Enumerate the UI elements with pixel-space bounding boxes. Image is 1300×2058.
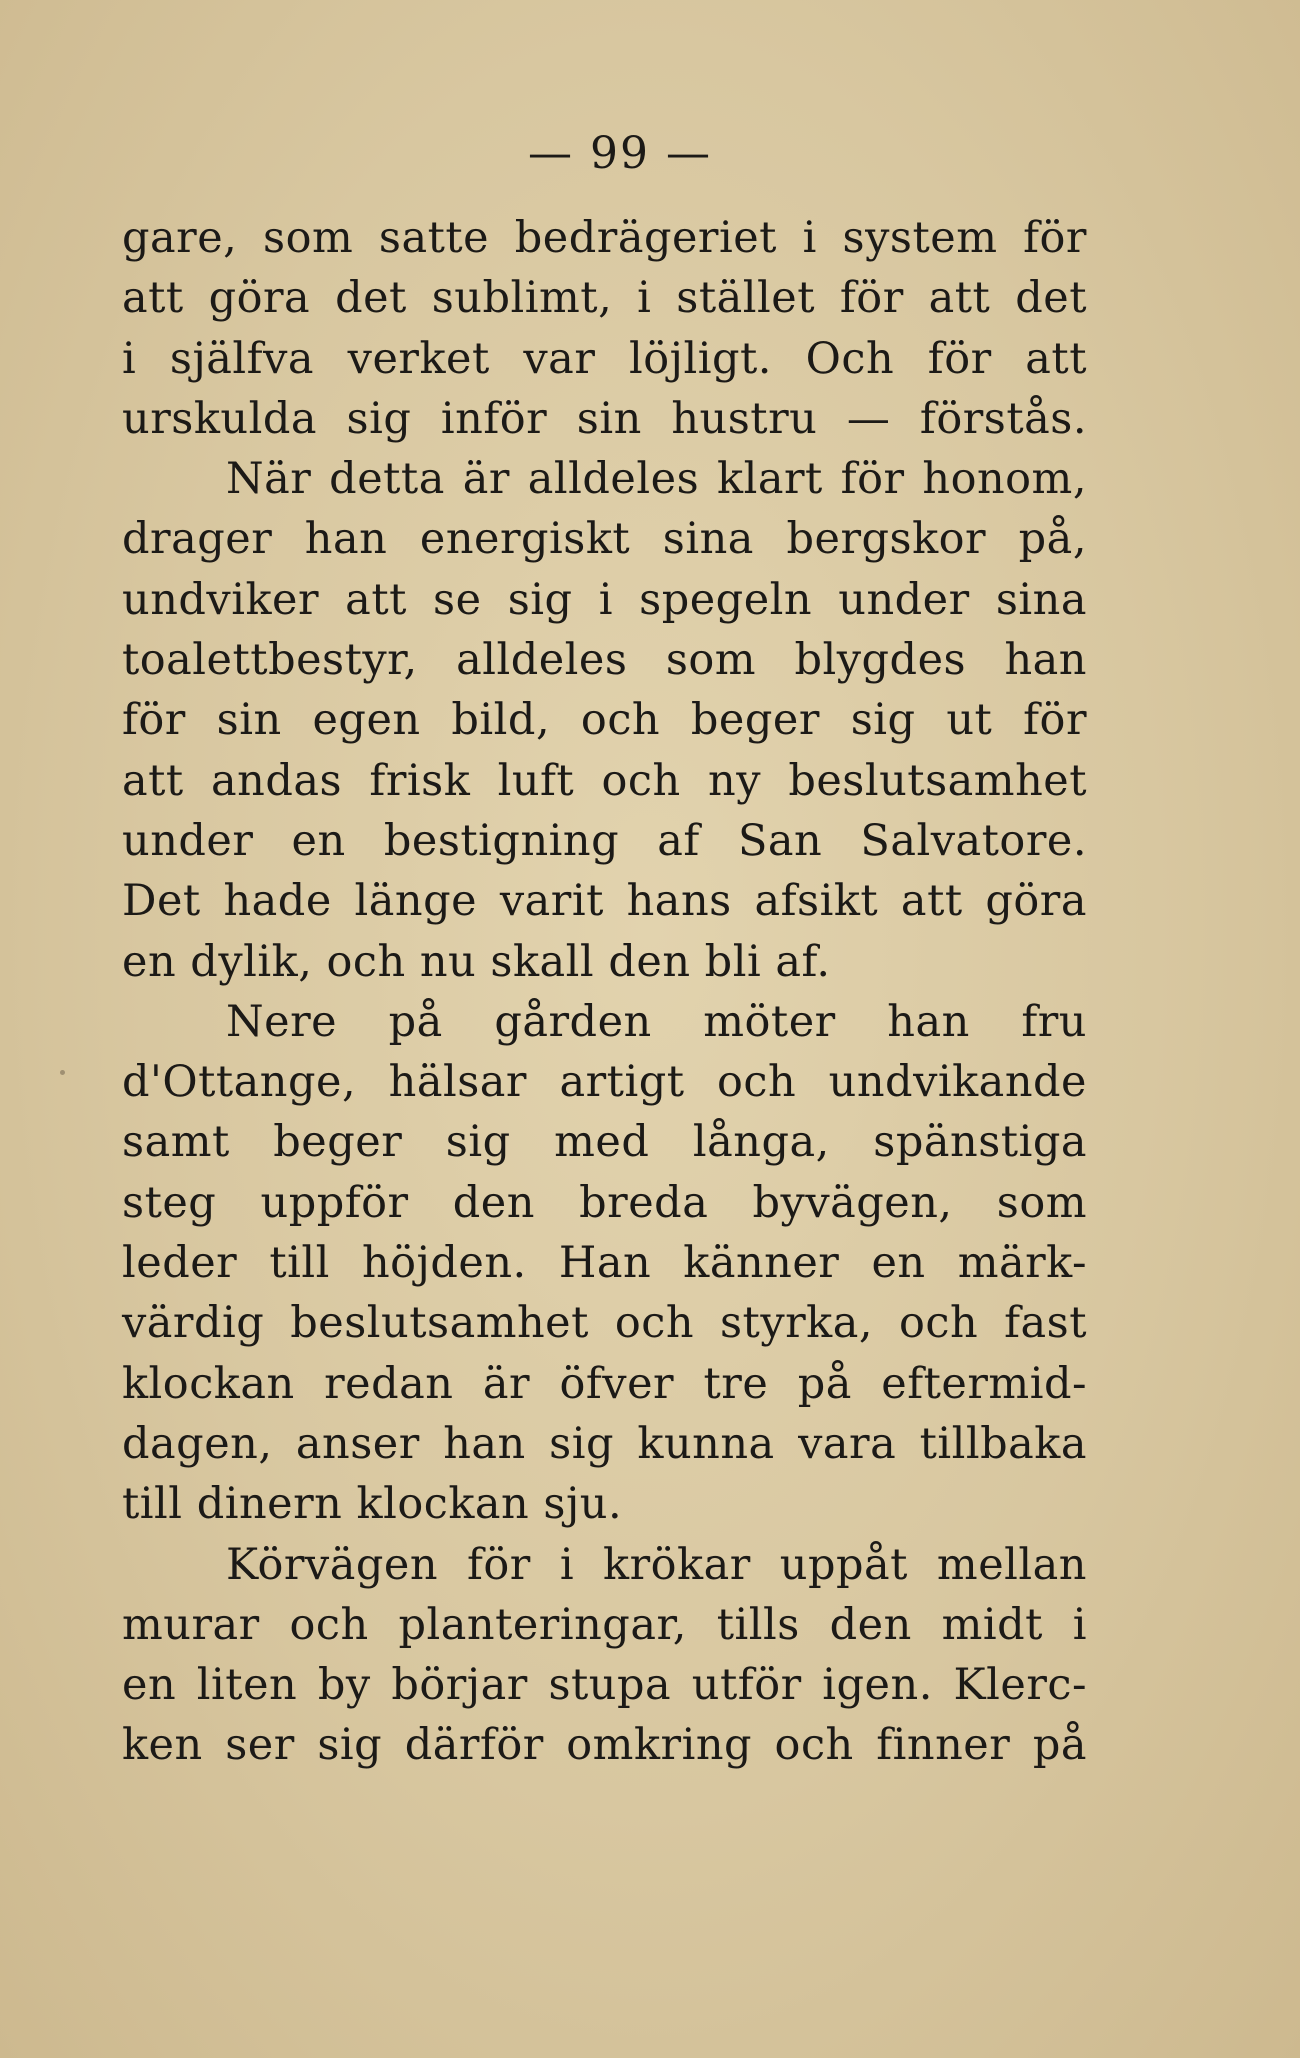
text-line: att andas frisk luft och ny beslutsamhet	[122, 755, 1087, 806]
text-line: När detta är alldeles klart för honom,	[226, 454, 1087, 505]
text-line: dagen, anser han sig kunna vara tillbaka	[122, 1418, 1087, 1469]
text-line: under en bestigning af San Salvatore.	[122, 815, 1087, 866]
text-line: värdig beslutsamhet och styrka, och fast	[122, 1298, 1087, 1349]
text-line: murar och planteringar, tills den midt i	[122, 1599, 1087, 1650]
text-line: Nere på gården möter han fru	[226, 996, 1087, 1047]
text-line: Körvägen för i krökar uppåt mellan	[226, 1539, 1087, 1590]
text-line: Det hade länge varit hans afsikt att göra	[122, 876, 1087, 927]
text-line: klockan redan är öfver tre på eftermid-	[122, 1358, 1087, 1409]
text-line: en dylik, och nu skall den bli af.	[122, 936, 831, 987]
text-line: steg uppför den breda byvägen, som	[122, 1177, 1087, 1228]
text-line: d'Ottange, hälsar artigt och undvikande	[122, 1057, 1087, 1108]
text-line: undviker att se sig i spegeln under sina	[122, 574, 1087, 625]
margin-speck	[60, 1070, 65, 1075]
text-line: i själfva verket var löjligt. Och för att	[122, 333, 1087, 384]
text-line: ken ser sig därför omkring och finner på	[122, 1720, 1087, 1771]
text-line: till dinern klockan sju.	[122, 1479, 623, 1530]
text-line: drager han energiskt sina bergskor på,	[122, 514, 1087, 565]
text-line: leder till höjden. Han känner en märk-	[122, 1238, 1087, 1289]
text-line: att göra det sublimt, i stället för att det	[122, 273, 1087, 324]
text-line: gare, som satte bedrägeriet i system för	[122, 213, 1087, 263]
page-number: — 99 —	[528, 128, 712, 179]
text-line: för sin egen bild, och beger sig ut för	[122, 695, 1087, 746]
body-text	[122, 208, 1087, 1776]
text-line: en liten by börjar stupa utför igen. Klerc-	[122, 1660, 1087, 1711]
text-line: toalettbestyr, alldeles som blygdes han	[122, 635, 1087, 686]
text-line: samt beger sig med långa, spänstiga	[122, 1117, 1087, 1168]
text-line: urskulda sig inför sin hustru — förstås.	[122, 393, 1087, 444]
